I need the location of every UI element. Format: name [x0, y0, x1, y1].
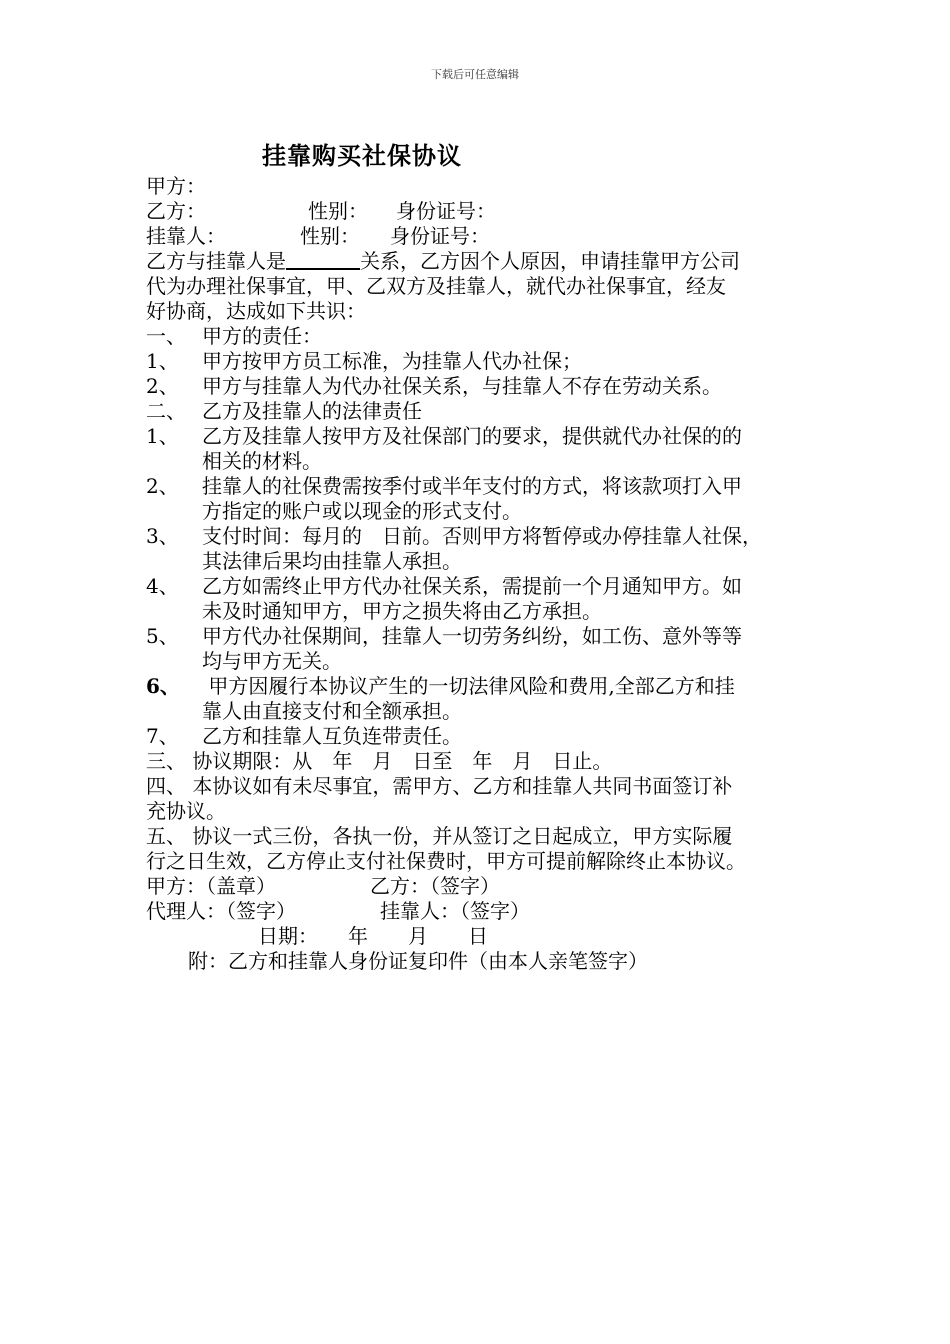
relation-blank: [286, 250, 360, 270]
party-a-line: 甲方：: [146, 174, 206, 198]
section-2-item: [146, 574, 826, 599]
item-number: 2、: [146, 474, 179, 498]
item-text: 甲方代办社保期间，挂靠人一切劳务纠纷，如工伤、意外等等: [202, 624, 742, 648]
agreement-body: [146, 174, 826, 974]
item-number: 7、: [146, 724, 179, 748]
section-4-line-1: 四、 本协议如有未尽事宜，需甲方、乙方和挂靠人共同书面签订补: [146, 774, 733, 798]
item-number: 1、: [146, 424, 179, 448]
intro-post: 关系，乙方因个人原因，申请挂靠甲方公司: [360, 249, 740, 273]
item-text: 乙方如需终止甲方代办社保关系，需提前一个月通知甲方。如: [202, 574, 742, 598]
item-text: 甲方因履行本协议产生的一切法律风险和费用,全部乙方和挂: [202, 674, 735, 698]
party-b-id: 身份证号：: [396, 199, 496, 223]
section-4-line-2: 充协议。: [146, 799, 226, 823]
item-text: 甲方与挂靠人为代办社保关系，与挂靠人不存在劳动关系。: [202, 374, 722, 398]
section-2-item: [146, 474, 826, 499]
signature-line-2: [146, 899, 826, 924]
item-text: 挂靠人的社保费需按季付或半年支付的方式，将该款项打入甲: [202, 474, 742, 498]
item-continuation: 均与甲方无关。: [202, 649, 342, 673]
item-continuation: 其法律后果均由挂靠人承担。: [202, 549, 462, 573]
section-1-heading: [146, 324, 826, 349]
affiliate-id: 身份证号：: [390, 224, 490, 248]
signature-line-1: [146, 874, 826, 899]
affiliate-gender: 性别：: [300, 224, 360, 248]
item-number: 6、: [146, 674, 180, 698]
section-2-title: 乙方及挂靠人的法律责任: [202, 399, 422, 423]
section-2-number: 二、: [146, 399, 186, 423]
agent-signature: 代理人：（签字）: [146, 899, 296, 923]
affiliate-label: 挂靠人：: [146, 224, 226, 248]
item-text: 甲方按甲方员工标准，为挂靠人代办社保；: [202, 349, 582, 373]
section-2-item: [146, 674, 826, 699]
party-a-seal: 甲方：（盖章）: [146, 874, 276, 898]
item-number: 3、: [146, 524, 179, 548]
intro-line-3: 好协商，达成如下共识：: [146, 299, 366, 323]
item-number: 2、: [146, 374, 179, 398]
item-number: 1、: [146, 349, 179, 373]
section-1-item: [146, 374, 826, 399]
header-note: 下载后可任意编辑: [431, 68, 519, 81]
intro-line-1: [146, 249, 826, 274]
item-text: 乙方及挂靠人按甲方及社保部门的要求，提供就代办社保的的: [202, 424, 742, 448]
intro-line-2: 代为办理社保事宜，甲、乙双方及挂靠人，就代办社保事宜，经友: [146, 274, 726, 298]
section-2-item: [146, 524, 826, 549]
item-text: 支付时间：每月的 日前。否则甲方将暂停或办停挂靠人社保，: [202, 524, 762, 548]
section-1-number: 一、: [146, 324, 186, 348]
item-continuation: 方指定的账户或以现金的形式支付。: [202, 499, 522, 523]
intro-pre: 乙方与挂靠人是: [146, 249, 286, 273]
document-title: 挂靠购买社保协议: [262, 141, 462, 170]
section-5-line-2: 行之日生效，乙方停止支付社保费时，甲方可提前解除终止本协议。: [146, 849, 746, 873]
item-number: 5、: [146, 624, 179, 648]
item-number: 4、: [146, 574, 179, 598]
section-2-heading: [146, 399, 826, 424]
party-b-signature: 乙方：（签字）: [370, 874, 500, 898]
affiliate-signature: 挂靠人：（签字）: [380, 899, 530, 923]
section-2-item: [146, 724, 826, 749]
item-continuation: 靠人由直接支付和全额承担。: [202, 699, 462, 723]
section-3-term: 三、 协议期限：从 年 月 日至 年 月 日止。: [146, 749, 613, 773]
section-1-item: [146, 349, 826, 374]
item-text: 乙方和挂靠人互负连带责任。: [202, 724, 462, 748]
attachment-note: 附：乙方和挂靠人身份证复印件（由本人亲笔签字）: [188, 949, 648, 973]
party-b-label: 乙方：: [146, 199, 206, 223]
section-1-title: 甲方的责任：: [202, 324, 322, 348]
party-b-line: [146, 199, 826, 224]
signature-date: 日期： 年 月 日: [258, 924, 488, 948]
affiliate-line: [146, 224, 826, 249]
item-continuation: 相关的材料。: [202, 449, 322, 473]
item-continuation: 未及时通知甲方，甲方之损失将由乙方承担。: [202, 599, 602, 623]
section-5-line-1: 五、 协议一式三份，各执一份，并从签订之日起成立，甲方实际履: [146, 824, 733, 848]
section-2-item: [146, 624, 826, 649]
party-b-gender: 性别：: [308, 199, 368, 223]
section-2-item: [146, 424, 826, 449]
